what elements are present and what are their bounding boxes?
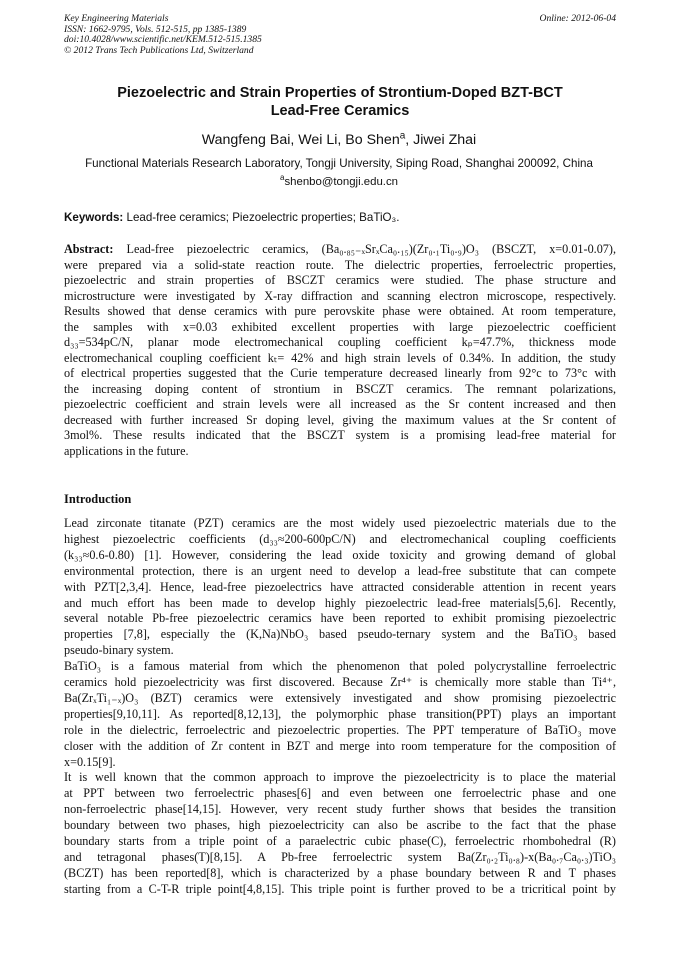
abstract-line <box>64 289 616 303</box>
line-text: properties [7,8], especially the (K,Na)NbO₃ based pseudo-ternary system and the BaTiO₃ based <box>64 627 616 642</box>
line-text: It is well known that the common approach to improve the piezoelectricity is to place the material <box>64 770 616 785</box>
intro-line <box>64 723 616 737</box>
authors-text: Wangfeng Bai, Wei Li, Bo Shen <box>201 132 400 148</box>
author-list <box>0 132 678 148</box>
line-text: piezoelectric and strain properties of BSCZT ceramics were studied. The phase structure and <box>64 273 616 287</box>
section-heading: Introduction <box>64 492 132 506</box>
line-text: environmental protection, there is an urgent need to develop a lead-free substitute that can compete <box>64 563 616 578</box>
title-line-2: Lead-Free Ceramics <box>270 103 410 119</box>
abstract-line <box>64 382 616 396</box>
intro-line <box>64 882 616 896</box>
intro-line <box>64 516 616 530</box>
abstract-line <box>64 366 616 380</box>
intro-line <box>64 786 616 800</box>
abstract-line <box>64 304 616 318</box>
line-text: and tetragonal phases(T)[8,15]. A Pb-free ferroelectric system Ba(Zr₀.₂Ti₀.₈)-x(Ba₀.₇Ca₀.₃)TiO₃ <box>64 849 616 864</box>
intro-line <box>64 580 616 594</box>
line-text: ceramics hold piezoelectricity was first discovered. Because Zr⁴⁺ is chemically more stable than Ti⁴⁺, <box>64 675 616 689</box>
intro-line <box>64 548 616 562</box>
line-text: Lead zirconate titanate (PZT) ceramics are the most widely used piezoelectric materials due to the <box>64 516 616 530</box>
copyright-line: © 2012 Trans Tech Publications Ltd, Switzerland <box>64 44 254 56</box>
email-text: shenbo@tongji.edu.cn <box>284 176 398 188</box>
line-text: boundary starts from a triple point of a paraelectric cubic phase(C), ferroelectric rhombohedral (R) <box>64 834 616 848</box>
title-line-1: Piezoelectric and Strain Properties of Strontium-Doped BZT-BCT <box>117 85 563 101</box>
line-text: 3mol%. These results indicated that the BSCZT system is a promising lead-free material for <box>64 428 616 442</box>
line-text: microstructure were investigated by X-ray diffraction and scanning electron microscope, respectively. <box>64 288 616 303</box>
intro-line <box>64 564 616 578</box>
line-text: (BCZT) has been reported[8], which is characterized by a phase boundary between R and T phases <box>64 865 616 880</box>
abstract-line <box>64 444 616 458</box>
line-text: Ba(ZrₓTi₁₋ₓ)O₃ (BZT) ceramics were extensively investigated and show promising piezoelectric <box>64 690 616 705</box>
intro-line <box>64 834 616 848</box>
line-text: piezoelectric coefficient and strain levels were all increased as the Sr content increased and then <box>64 397 616 411</box>
line-text: decreased with further increased Sr doping level, giving the maximum values at the Sr content of <box>64 412 616 427</box>
abstract-line <box>64 351 616 365</box>
doi-line[interactable]: doi:10.4028/www.scientific.net/KEM.512-515.1385 <box>64 34 262 46</box>
abstract-line <box>64 273 616 287</box>
intro-line <box>64 691 616 705</box>
line-text: at PPT between two ferroelectric phases[6] and even between one ferroelectric phase and one <box>64 786 616 801</box>
keywords-text: Lead-free ceramics; Piezoelectric properties; BaTiO₃. <box>126 211 400 224</box>
intro-line <box>64 643 616 657</box>
abstract-line <box>64 413 616 427</box>
line-text: electromechanical coupling coefficient kₜ= 42% and high strain levels of 0.34%. In addition, the study <box>64 350 616 365</box>
line-text: starting from a C-T-R triple point[4,8,15]. This triple point is further proved to be a tricritical point by <box>64 881 616 896</box>
line-text: of electrical properties suggested that the Curie temperature decreased linearly from 92°c to 73°c with <box>64 366 616 380</box>
line-text: properties[9,10,11]. As reported[8,12,13], the polymorphic phase transition(PPT) plays an important <box>64 706 616 721</box>
line-text: the increasing doping content of strontium in BSCZT ceramics. The remnant polarizations, <box>64 381 616 396</box>
intro-line <box>64 532 616 546</box>
keywords-label: Keywords: <box>64 211 124 224</box>
intro-line <box>64 611 616 625</box>
abstract-line <box>64 242 616 256</box>
abstract-line <box>64 428 616 442</box>
line-text: BaTiO₃ is a famous material from which the phenomenon that poled polycrystalline ferroelectric <box>64 659 616 674</box>
line-text: closer with the addition of Zr content in BZT and merge into room temperature for the composition of <box>64 738 616 753</box>
intro-line <box>64 659 616 673</box>
intro-line <box>64 596 616 610</box>
line-text: applications in the future. <box>64 443 189 458</box>
intro-line <box>64 866 616 880</box>
intro-line <box>64 627 616 641</box>
intro-line <box>64 818 616 832</box>
abstract-line <box>64 397 616 411</box>
intro-line <box>64 707 616 721</box>
author-mark: a <box>399 130 406 142</box>
abstract-line <box>64 335 616 349</box>
intro-line <box>64 850 616 864</box>
author-email[interactable] <box>0 173 678 188</box>
intro-line <box>64 770 616 784</box>
line-text: with PZT[2,3,4]. Hence, lead-free piezoelectrics have attracted considerable attention in recent years <box>64 579 616 594</box>
intro-line <box>64 739 616 753</box>
line-text: highest piezoelectric coefficients (d₃₃≈200-600pC/N) and electromechanical coupling coefficients <box>64 531 616 546</box>
authors-tail: , Jiwei Zhai <box>405 132 477 148</box>
line-text: boundary between two phases, high piezoelectricity can also be ascribe to the fact that the phase <box>64 818 616 833</box>
line-text: d₃₃=534pC/N, planar mode electromechanical coupling coefficient kₚ=47.7%, thickness mode <box>64 335 616 349</box>
intro-line <box>64 675 616 689</box>
line-text: pseudo-binary system. <box>64 643 174 658</box>
issn-line: ISSN: 1662-9795, Vols. 512-515, pp 1385-1389 <box>64 23 247 35</box>
line-text: role in the dielectric, ferroelectric and piezoelectric properties. The PPT temperature of BaTiO₃ move <box>64 722 616 737</box>
affiliation: Functional Materials Research Laboratory, Tongji University, Siping Road, Shanghai 200092, China <box>85 157 593 170</box>
online-date: Online: 2012-06-04 <box>539 13 616 24</box>
paper-title <box>64 84 616 120</box>
line-text: were prepared via a solid-state reaction route. The dielectric properties, ferroelectric properties, <box>64 257 616 272</box>
journal-header <box>64 14 616 56</box>
email-mark: a <box>280 173 285 183</box>
line-text: x=0.15[9]. <box>64 754 116 769</box>
line-text: Results showed that dense ceramics with pure perovskite phase were obtained. At room temperature, <box>64 304 616 318</box>
line-text: several notable Pb-free piezoelectric ceramics have been reported to exhibit promising piezoelectric <box>64 611 616 626</box>
intro-line <box>64 802 616 816</box>
abstract-line <box>64 258 616 272</box>
abstract-line <box>64 320 616 334</box>
abstract-label: Abstract: <box>64 242 114 256</box>
line-text: Lead-free piezoelectric ceramics, (Ba₀.₈₅₋ₓSrₓCa₀.₁₅)(Zr₀.₁Ti₀.₉)O₃ (BSCZT, x=0.01-0.07), <box>126 242 616 256</box>
line-text: and much effort has been made to develop highly piezoelectric lead-free materials[5,6]. Recently, <box>64 595 616 610</box>
line-text: non-ferroelectric phase[14,15]. However, very recent study further shows that besides the transition <box>64 802 616 817</box>
keywords <box>64 211 616 224</box>
intro-line <box>64 755 616 769</box>
line-text: the samples with x=0.03 exhibited excellent properties with large piezoelectric coefficient <box>64 319 616 334</box>
journal-name: Key Engineering Materials <box>64 13 169 24</box>
line-text: (k₃₃≈0.6-0.80) [1]. However, considering the lead oxide toxicity and growing demand of global <box>64 547 616 562</box>
